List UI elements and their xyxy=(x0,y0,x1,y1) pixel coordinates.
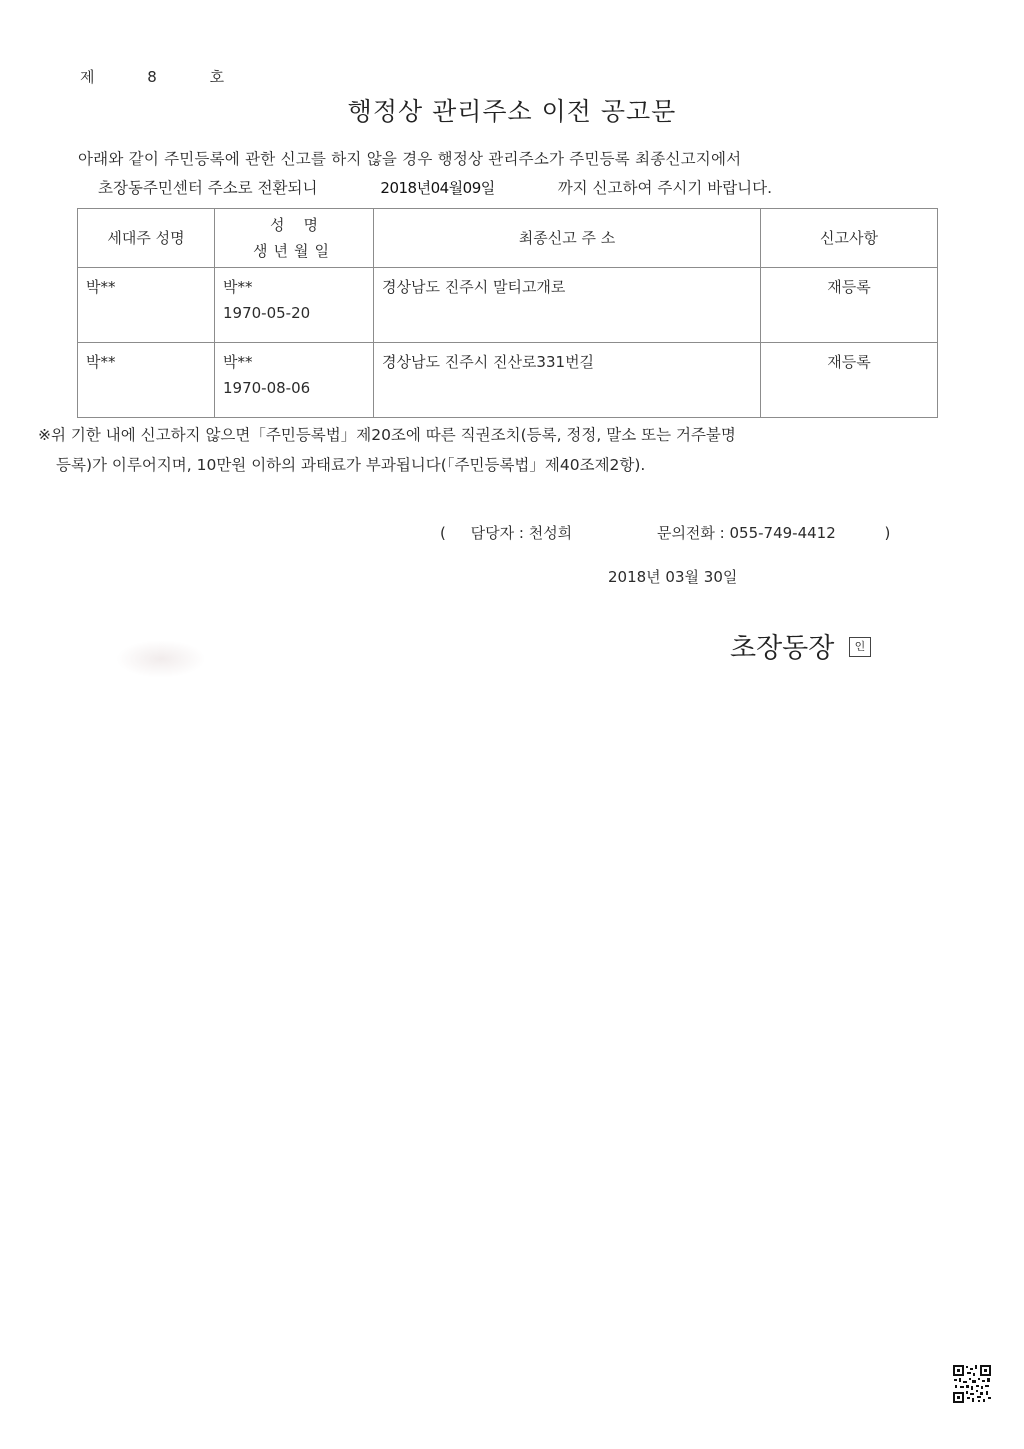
contact-close-paren: ) xyxy=(884,524,891,542)
signer-title: 초장동장 xyxy=(730,633,835,664)
issue-date: 2018년 03월 30일 xyxy=(608,568,738,586)
cell-address: 경상남도 진주시 말티고개로 xyxy=(374,268,761,343)
cell-report: 재등록 xyxy=(761,343,938,418)
notice-number-suffix: 호 xyxy=(209,68,225,86)
cell-name-birth xyxy=(215,268,374,343)
deadline-date: 2018년04월09일 xyxy=(380,179,495,197)
contact-person: 담당자 : 천성희 xyxy=(470,524,573,542)
cell-name: 박** xyxy=(223,278,253,296)
cell-name: 박** xyxy=(223,353,253,371)
contact-open-paren: ( xyxy=(440,524,446,542)
faded-stamp-mark xyxy=(116,640,206,678)
header-address: 최종신고 주 소 xyxy=(374,209,761,268)
header-birth: 생년월일 xyxy=(253,242,335,260)
qr-code-graphic xyxy=(952,1364,992,1404)
intro-line-2-a: 초장동주민센터 주소로 전환되니 xyxy=(98,179,318,197)
notice-number-value: 8 xyxy=(147,68,157,86)
intro-line-2-b: 까지 신고하여 주시기 바랍니다. xyxy=(557,179,773,197)
contact-phone: 문의전화 : 055-749-4412 xyxy=(656,524,836,542)
cell-address: 경상남도 진주시 진산로331번길 xyxy=(374,343,761,418)
page-title: 행정상 관리주소 이전 공고문 xyxy=(347,97,677,126)
notice-line-1: ※위 기한 내에 신고하지 않으면「주민등록법」제20조에 따른 직권조치(등록, 정정, 말소 또는 거주불명 xyxy=(38,426,736,444)
cell-householder: 박** xyxy=(78,268,215,343)
table-row xyxy=(78,268,938,343)
contact-line xyxy=(440,522,890,543)
cell-birth: 1970-08-06 xyxy=(223,379,311,397)
header-name: 성 명 xyxy=(269,216,319,234)
notice-table xyxy=(77,208,938,418)
cell-birth: 1970-05-20 xyxy=(223,304,311,322)
cell-report: 재등록 xyxy=(761,268,938,343)
notice-number-prefix: 제 xyxy=(80,68,95,86)
notice-number xyxy=(80,66,224,87)
table-header-row xyxy=(78,209,938,268)
seal-box: 인 xyxy=(849,637,871,657)
table-row xyxy=(78,343,938,418)
header-report: 신고사항 xyxy=(761,209,938,268)
cell-name-birth xyxy=(215,343,374,418)
header-name-birth xyxy=(215,209,374,268)
intro-line-2 xyxy=(98,176,772,198)
cell-householder: 박** xyxy=(78,343,215,418)
notice-line-2: 등록)가 이루어지며, 10만원 이하의 과태료가 부과됩니다(「주민등록법」제40조제2항). xyxy=(56,456,646,474)
qr-code-icon xyxy=(952,1364,992,1404)
intro-line-1: 아래와 같이 주민등록에 관한 신고를 하지 않을 경우 행정상 관리주소가 주민등록 최종신고지에서 xyxy=(78,150,742,168)
header-householder: 세대주 성명 xyxy=(78,209,215,268)
